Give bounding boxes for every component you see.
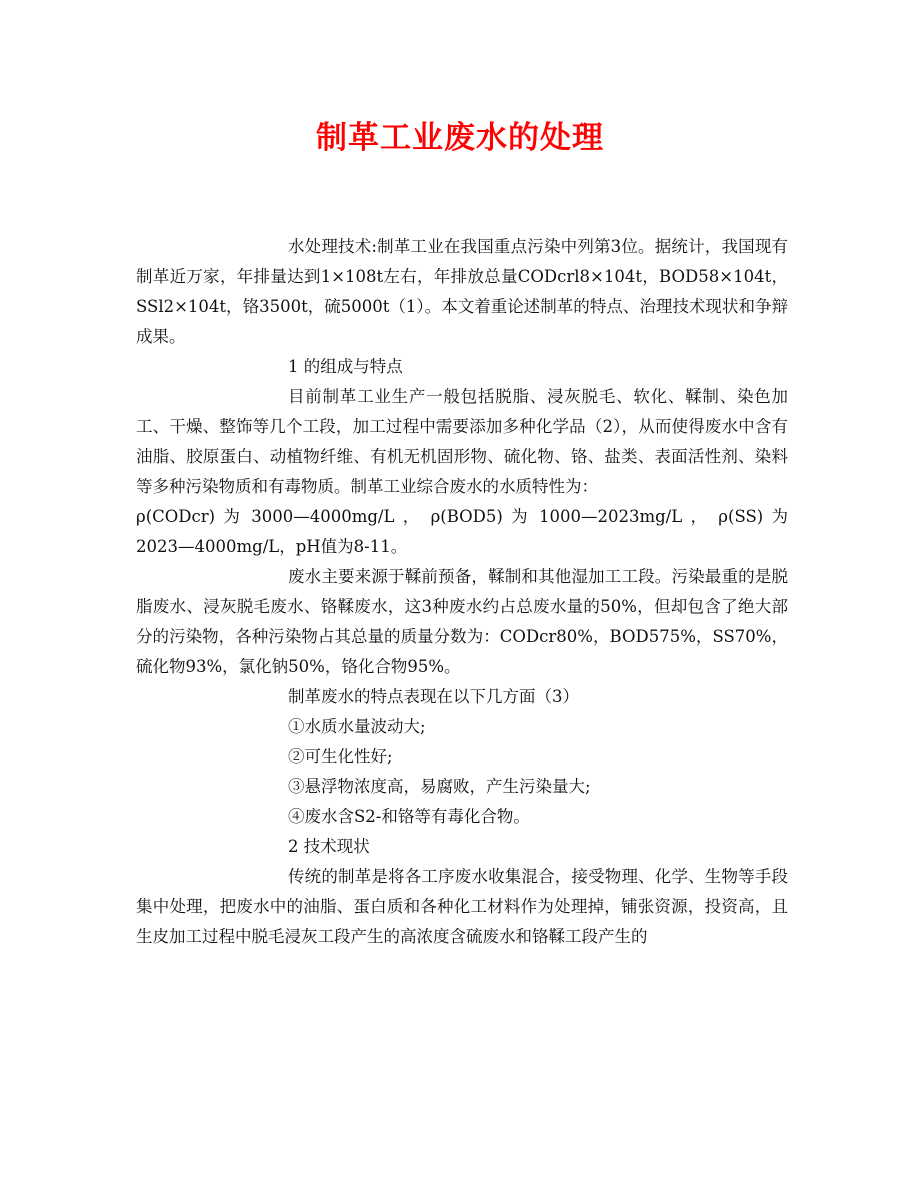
list-item-feature-1: ①水质水量波动大; <box>288 717 426 736</box>
list-item-feature-4: ④废水含S2-和铬等有毒化合物。 <box>288 807 530 826</box>
paragraph-intro: 水处理技术:制革工业在我国重点污染中列第3位。据统计，我国现有制革近万家，年排量达到1×108t左右，年排放总量CODcrl8×104t，BOD58×104t，SSl2×104t，铬3500t，硫5000t（1）。本文着重论述制革的特点、治理技术现状和争辩成果。 <box>136 237 788 346</box>
paragraph-tech-status: 传统的制革是将各工序废水收集混合，接受物理、化学、生物等手段集中处理，把废水中的油脂、蛋白质和各种化工材料作为处理掉，铺张资源，投资高，且生皮加工过程中脱毛浸灰工段产生的高浓度含硫废水和铬鞣工段产生的 <box>136 867 788 946</box>
list-item-feature-3: ③悬浮物浓度高，易腐败，产生污染量大; <box>288 777 591 796</box>
paragraph-composition-formula: ρ(CODcr) 为 3000—4000mg/L ， ρ(BOD5) 为 1000—2023mg/L ， ρ(SS) 为 <box>136 507 788 526</box>
paragraph-features-lead: 制革废水的特点表现在以下几方面（3） <box>288 687 579 706</box>
document-body <box>136 232 788 952</box>
paragraph-composition-tail: 2023—4000mg/L，pH值为8-11。 <box>136 537 408 556</box>
paragraph-composition: 目前制革工业生产一般包括脱脂、浸灰脱毛、软化、鞣制、染色加工、干燥、整饰等几个工段，加工过程中需要添加多种化学品（2），从而使得废水中含有油脂、胶原蛋白、动植物纤维、有机无机固形物、硫化物、铬、盐类、表面活性剂、染料等多种污染物质和有毒物质。制革工业综合废水的水质特性为： <box>136 387 788 496</box>
section-heading-1: 1 的组成与特点 <box>288 357 403 376</box>
section-heading-2: 2 技术现状 <box>288 837 370 856</box>
document-title: 制革工业废水的处理 <box>316 120 604 156</box>
paragraph-sources: 废水主要来源于鞣前预备，鞣制和其他湿加工工段。污染最重的是脱脂废水、浸灰脱毛废水、铬鞣废水，这3种废水约占总废水量的50%，但却包含了绝大部分的污染物，各种污染物占其总量的质量分数为：CODcr80%，BOD575%，SS70%，硫化物93%，氯化钠50%，铬化合物95%。 <box>136 567 788 676</box>
list-item-feature-2: ②可生化性好; <box>288 747 393 766</box>
